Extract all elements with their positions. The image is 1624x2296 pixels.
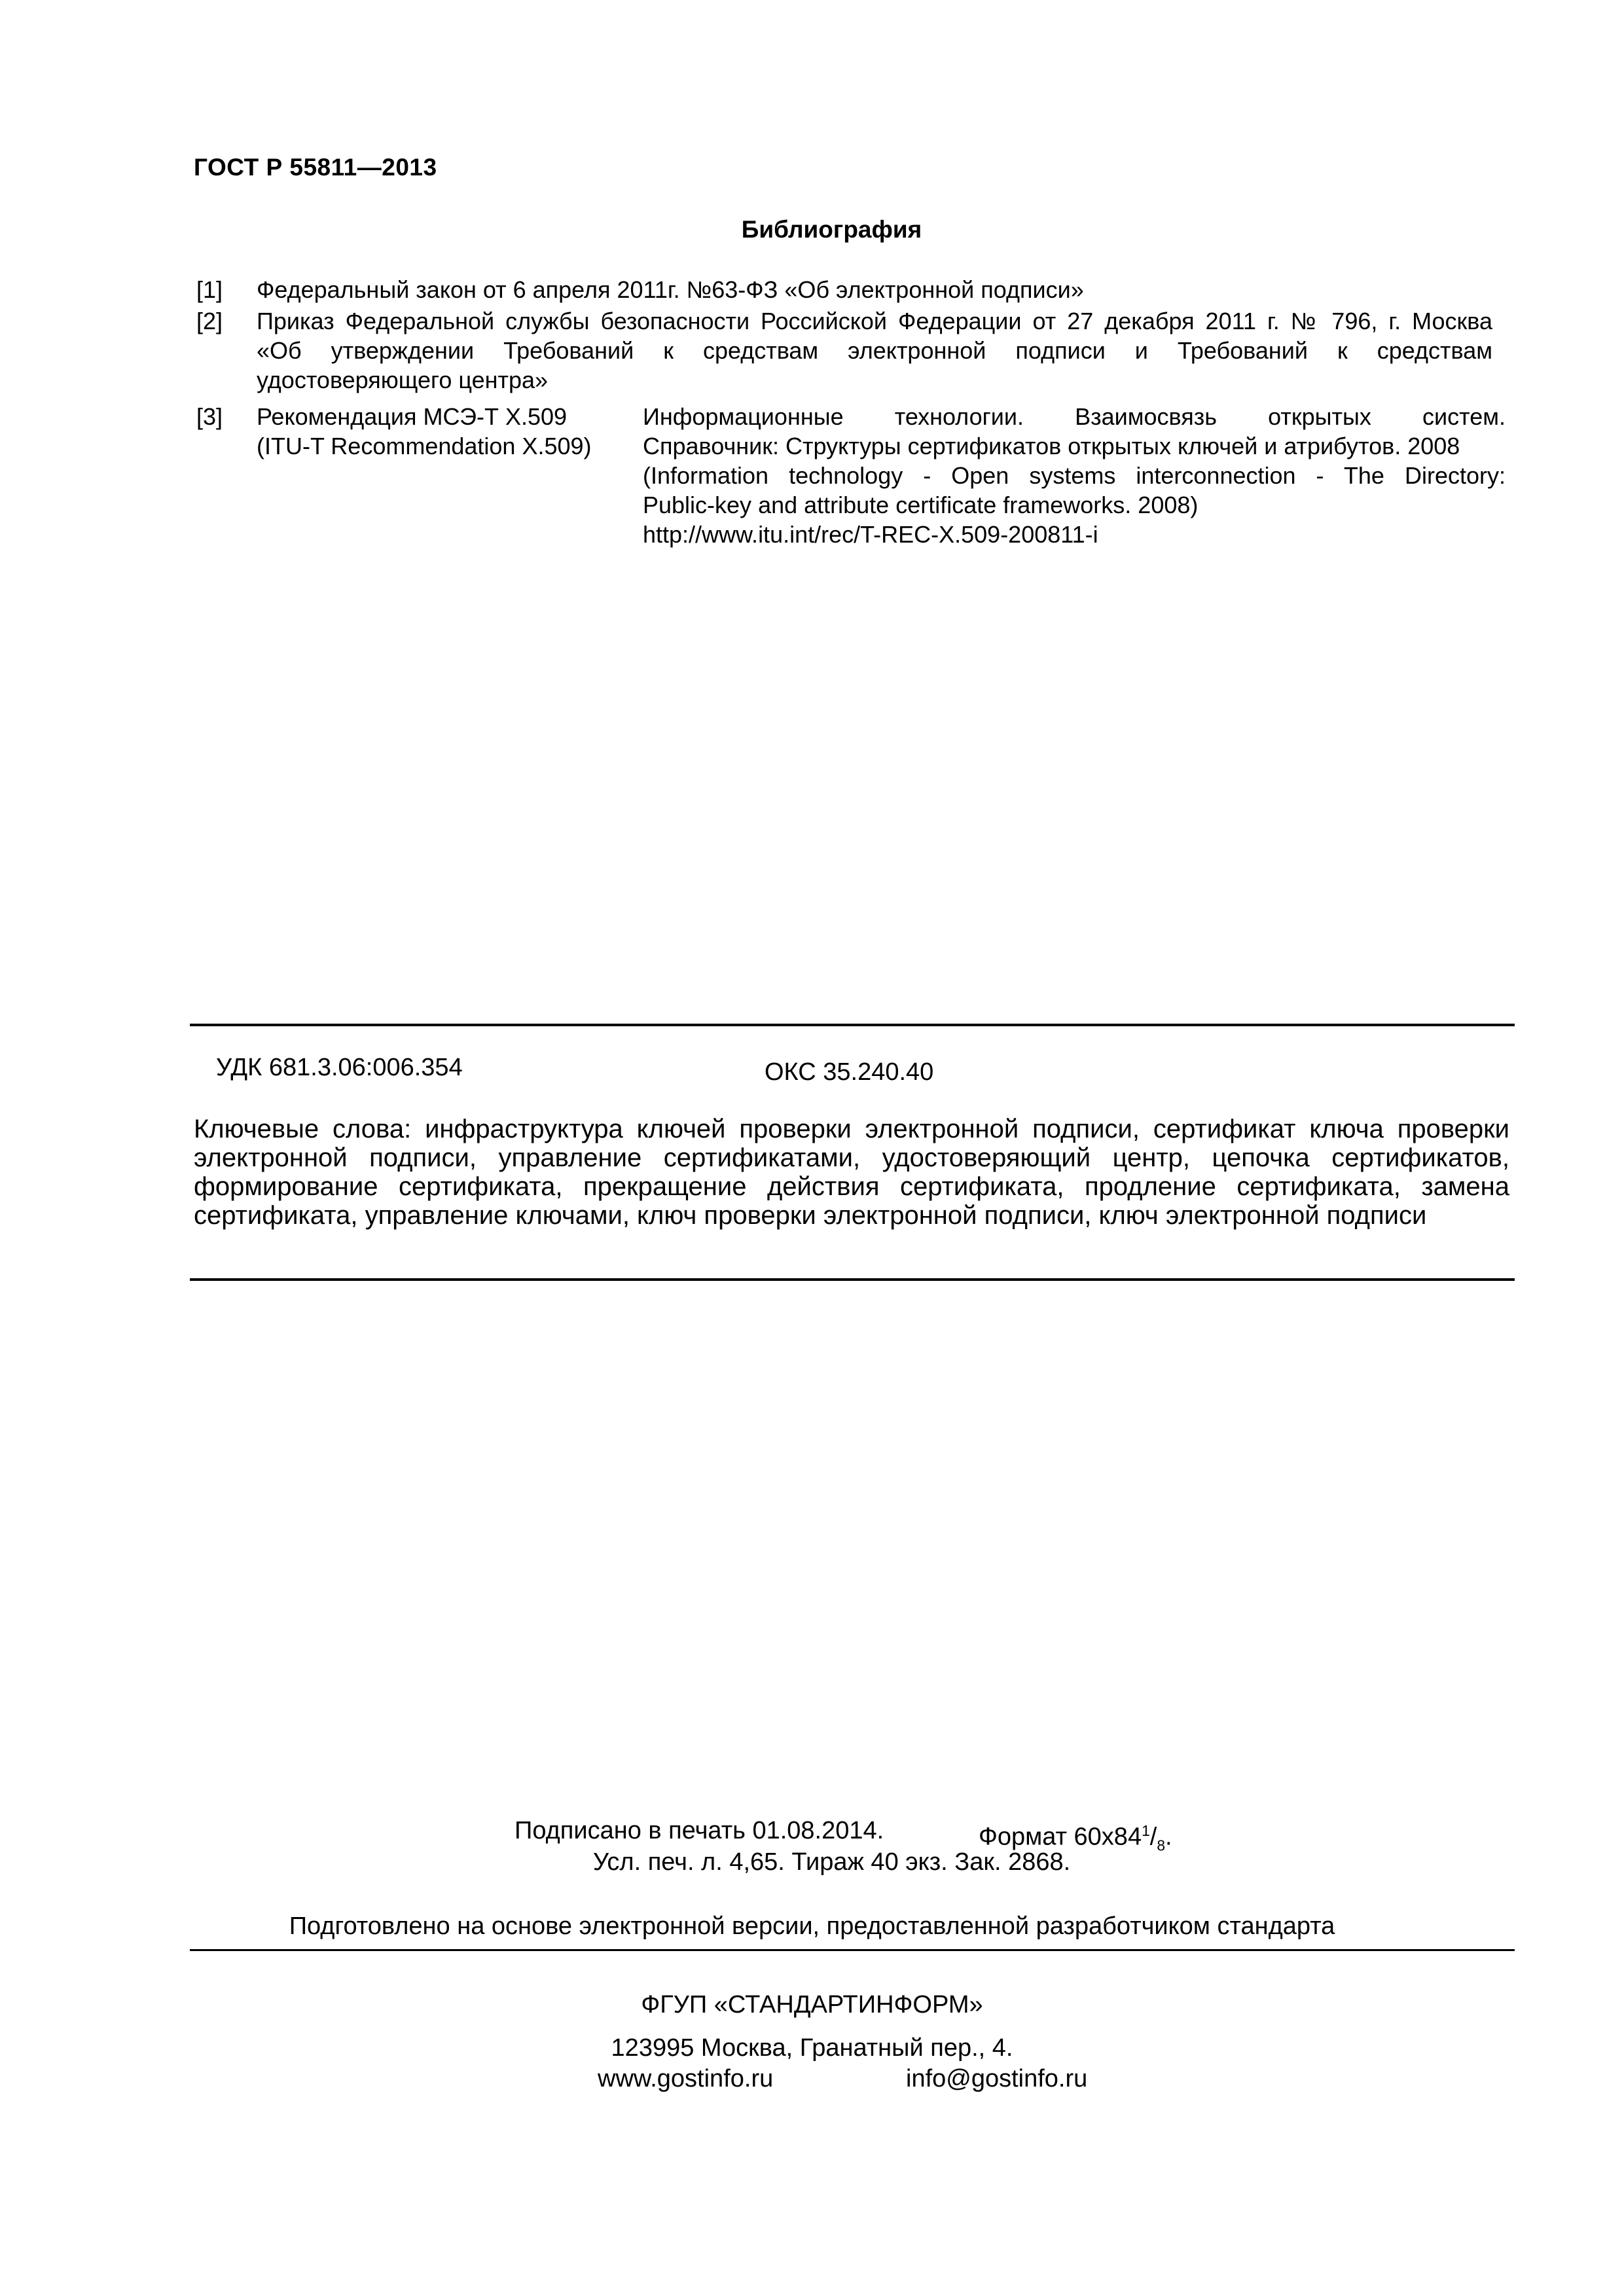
oks-code: ОКС 35.240.40 xyxy=(765,1058,934,1086)
bibliography-item-url: http://www.itu.int/rec/T-REC-X.509-200811-i xyxy=(643,521,1098,548)
imprint-signed: Подписано в печать 01.08.2014. xyxy=(514,1817,884,1844)
bibliography-title: Библиография xyxy=(741,216,922,243)
publisher-website[interactable]: www.gostinfo.ru xyxy=(598,2065,774,2092)
keywords-line: электронной подписи, управление сертификатами, удостоверяющий центр, цепочка сертификатов, xyxy=(194,1143,1509,1172)
format-superscript: 1 xyxy=(1142,1822,1150,1839)
publisher-address: 123995 Москва, Гранатный пер., 4. xyxy=(611,2034,1013,2062)
udk-code: УДК 681.3.06:006.354 xyxy=(216,1054,463,1081)
bibliography-item-text: Справочник: Структуры сертификатов открытых ключей и атрибутов. 2008 xyxy=(643,433,1460,459)
divider xyxy=(190,1278,1515,1281)
bibliography-item-number: [2] xyxy=(196,308,223,334)
divider xyxy=(190,1949,1515,1951)
imprint-format: Формат $60x84^1/_8$. xyxy=(979,1822,1172,1854)
bibliography-item-text: Public-key and attribute certificate frameworks. 2008) xyxy=(643,492,1199,518)
bibliography-item-text: «Об утверждении Требований к средствам электронной подписи и Требований к средствам xyxy=(257,337,1492,364)
format-subscript: 8 xyxy=(1157,1837,1166,1854)
bibliography-item-text: Информационные технологии. Взаимосвязь открытых систем. xyxy=(643,403,1506,430)
bibliography-item-source: Рекомендация МСЭ-Т X.509 xyxy=(257,403,568,430)
imprint-details: Усл. печ. л. 4,65. Тираж 40 экз. Зак. 2868. xyxy=(592,1848,1071,1876)
document-header: ГОСТ Р 55811—2013 xyxy=(194,154,437,181)
bibliography-item-number: [1] xyxy=(196,276,223,303)
bibliography-item-text: Приказ Федеральной службы безопасности Российской Федерации от 27 декабря 2011 г. № 796, г. Москва xyxy=(257,308,1492,334)
keywords xyxy=(194,1115,1509,1230)
keywords-line: формирование сертификата, прекращение действия сертификата, продление сертификата, замена xyxy=(194,1172,1509,1201)
imprint-prepared: Подготовлено на основе электронной версии, предоставленной разработчиком стандарта xyxy=(289,1912,1335,1940)
keywords-line: сертификата, управление ключами, ключ проверки электронной подписи, ключ электронной подписи xyxy=(194,1201,1427,1230)
bibliography-item-text: удостоверяющего центра» xyxy=(257,367,549,393)
bibliography-item-text: Федеральный закон от 6 апреля 2011г. №63-ФЗ «Об электронной подписи» xyxy=(257,276,1084,303)
divider xyxy=(190,1024,1515,1026)
bibliography-item-source: (ITU-T Recommendation X.509) xyxy=(257,433,592,459)
keywords-line: Ключевые слова: инфраструктура ключей проверки электронной подписи, сертификат ключа проверки xyxy=(194,1115,1509,1143)
bibliography-item-number: [3] xyxy=(196,403,223,430)
publisher-email[interactable]: info@gostinfo.ru xyxy=(906,2065,1088,2092)
publisher-name: ФГУП «СТАНДАРТИНФОРМ» xyxy=(641,1991,983,2018)
bibliography-item-text: (Information technology - Open systems interconnection - The Directory: xyxy=(643,462,1506,489)
